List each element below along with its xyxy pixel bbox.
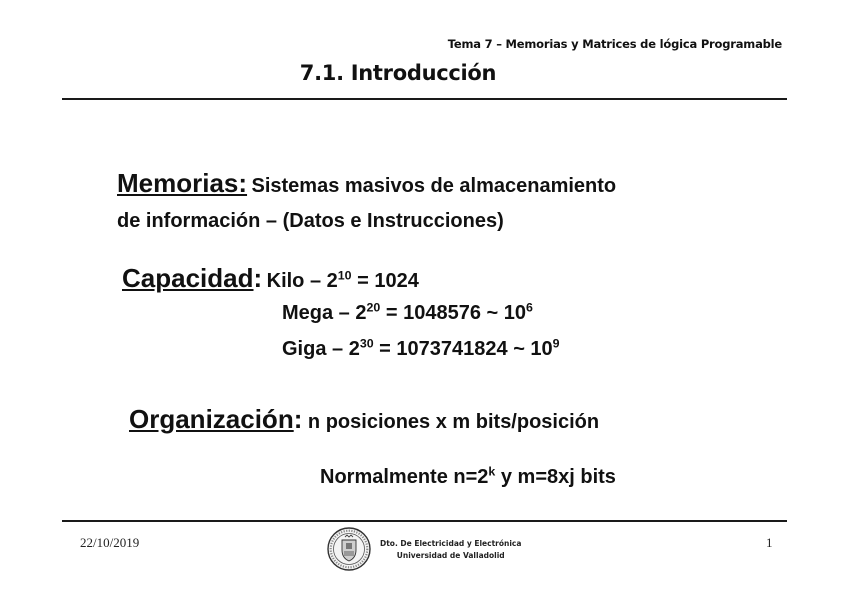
- page-number: 1: [766, 535, 773, 550]
- footer-date: 22/10/2019: [80, 535, 140, 550]
- department-name: Dto. De Electricidad y Electrónica: [380, 539, 522, 548]
- organizacion-colon: :: [293, 404, 303, 434]
- topic-header: Tema 7 – Memorias y Matrices de lógica Programable: [447, 37, 782, 51]
- organizacion-text: n posiciones x m bits/posición: [302, 411, 600, 433]
- header-divider: [62, 98, 787, 100]
- university-seal-icon: [326, 526, 372, 572]
- organizacion-label: Organización: [129, 404, 294, 434]
- slide-title: 7.1. Introducción: [299, 61, 497, 85]
- capacidad-label: Capacidad: [122, 263, 254, 293]
- memorias-line-1: [117, 168, 616, 199]
- memorias-definition: Sistemas masivos de almacenamiento: [251, 175, 617, 197]
- department-block: [380, 538, 521, 562]
- university-name: Universidad de Valladolid: [396, 551, 505, 560]
- normalmente-line: Normalmente $n=2^k$ y m=8xj bits: [320, 464, 616, 488]
- capacidad-line-1: [122, 263, 419, 294]
- organizacion-line: [129, 404, 599, 435]
- memorias-line-2: de información – (Datos e Instrucciones): [117, 210, 504, 232]
- memorias-label: Memorias:: [117, 168, 248, 198]
- capacidad-giga: Giga – $2^{30} = 1073741824$ ~ $10^9$: [282, 336, 560, 360]
- capacidad-colon: :: [253, 263, 263, 293]
- capacidad-mega: Mega – $2^{20} = 1048576$ ~ $10^6$: [282, 300, 533, 324]
- footer-divider: [62, 520, 787, 522]
- capacidad-kilo: Kilo – $2^{10} = 1024$: [266, 268, 419, 292]
